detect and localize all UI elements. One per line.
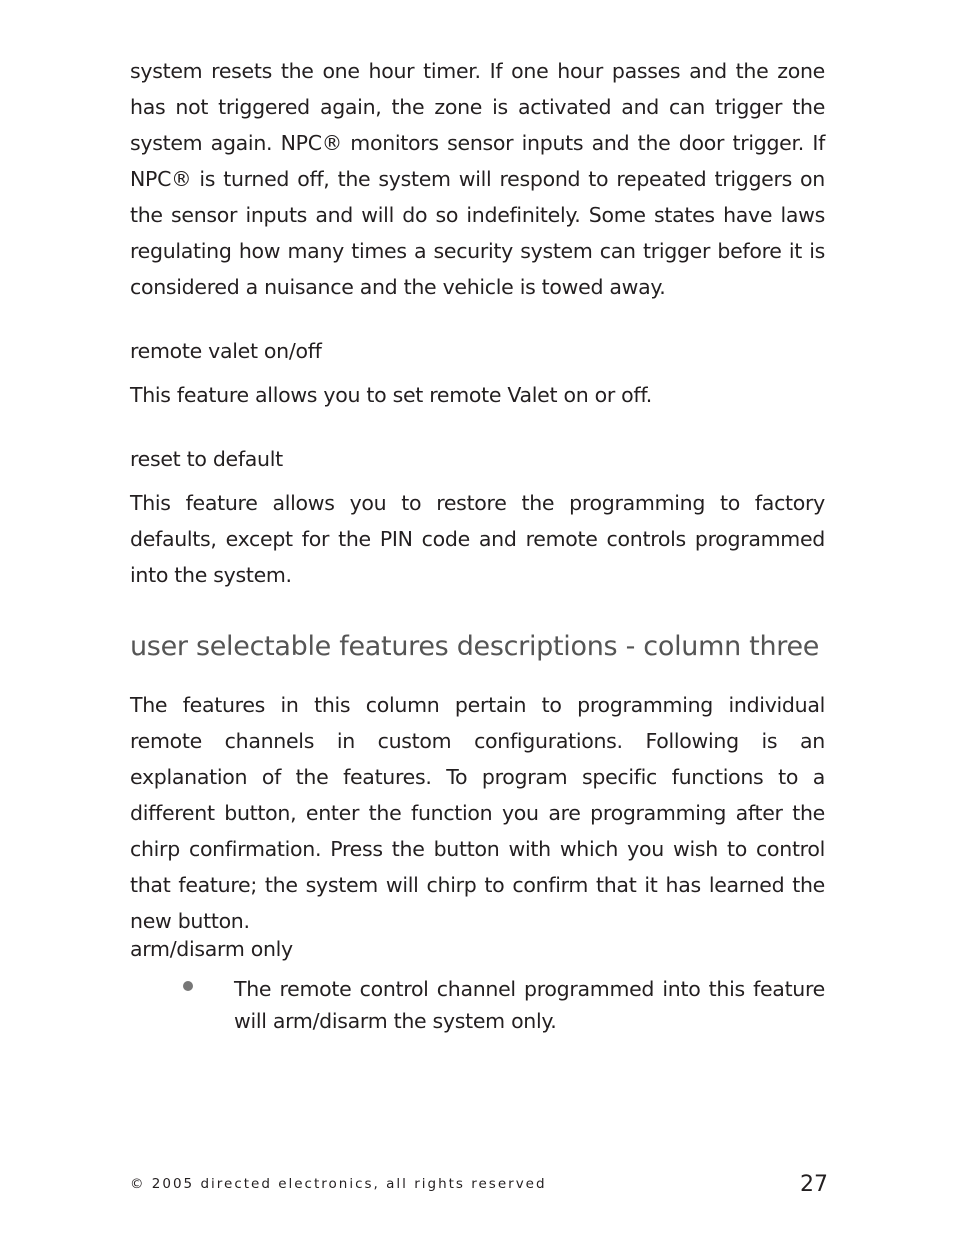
section-body: The features in this column pertain to programming individual remote channels in custom configurations. Following is an explanation of the features. To program specific functions to a different button, enter the function you are programming after the chirp confirmation. Press the button with which you wish to control that feature; the system will chirp to confirm that it has learned the new button. bbox=[130, 693, 825, 933]
intro-paragraph: system resets the one hour timer. If one hour passes and the zone has not triggered again, the zone is activated and can trigger the system again. NPC® monitors sensor inputs and the door trigger. If NPC® is turned off, the system will respond to repeated triggers on the sensor inputs and will do so indefinitely. Some states have laws regulating how many times a security system can trigger before it is considered a nuisance and the vehicle is towed away. bbox=[130, 59, 825, 299]
bullet-icon bbox=[183, 981, 193, 991]
footer-copyright: © 2005 directed electronics, all rights reserved bbox=[130, 1176, 547, 1192]
arm-disarm-heading: arm/disarm only bbox=[130, 937, 293, 961]
reset-default-heading: reset to default bbox=[130, 447, 283, 471]
arm-disarm-bullet: The remote control channel programmed into this feature will arm/disarm the system only. bbox=[234, 977, 825, 1033]
remote-valet-body: This feature allows you to set remote Valet on or off. bbox=[130, 383, 652, 407]
section-title: user selectable features descriptions - column three bbox=[130, 631, 820, 662]
remote-valet-heading: remote valet on/off bbox=[130, 339, 322, 363]
reset-default-body: This feature allows you to restore the programming to factory defaults, except for the PIN code and remote controls programmed into the system. bbox=[130, 491, 825, 587]
page-number: 27 bbox=[800, 1172, 828, 1197]
